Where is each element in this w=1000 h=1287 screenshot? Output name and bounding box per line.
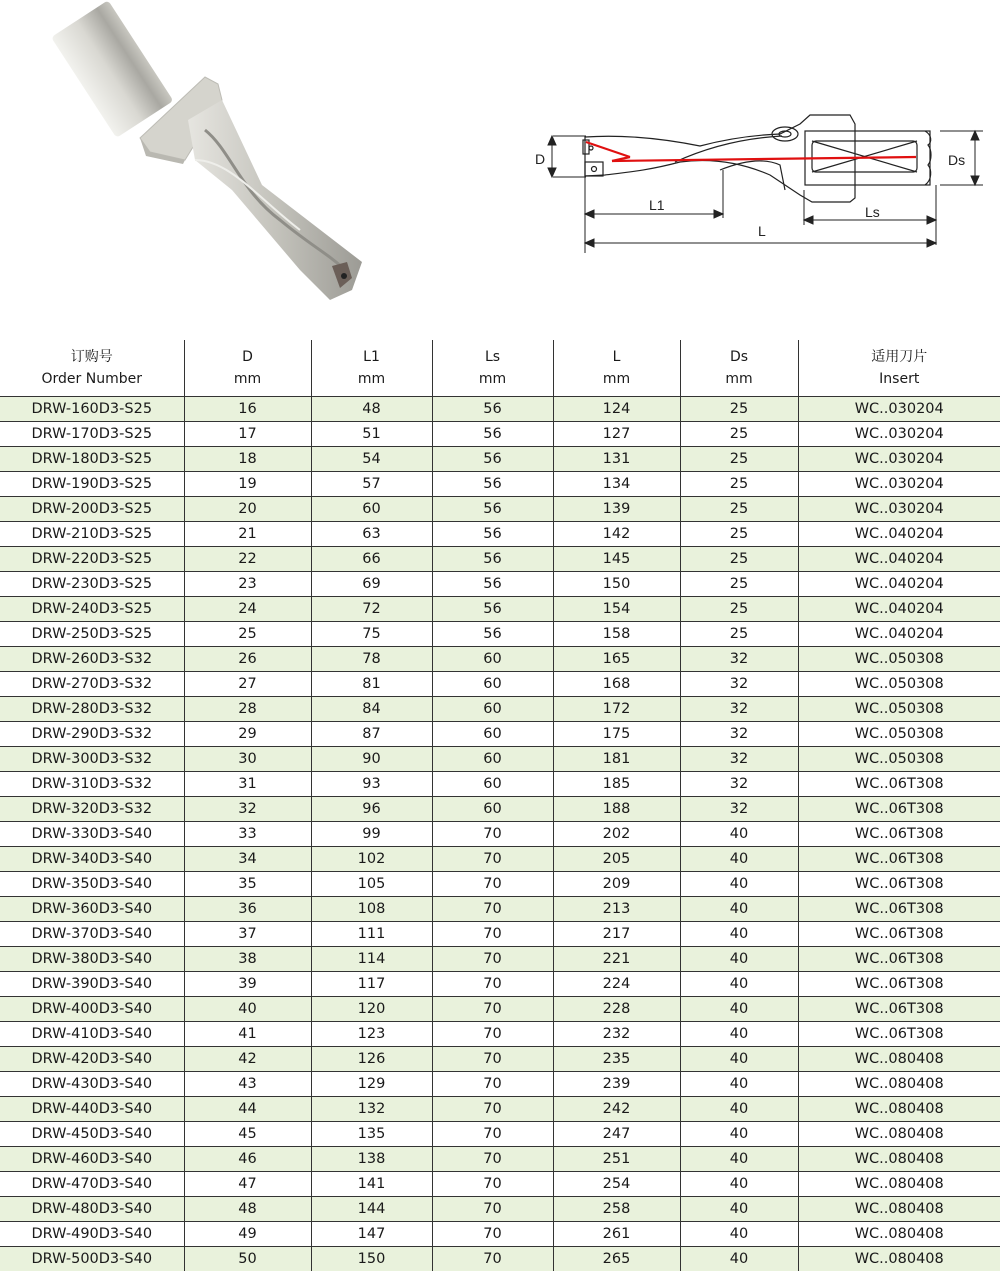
cell-ls: 60 — [432, 722, 553, 747]
cell-order-number: DRW-250D3-S25 — [0, 622, 184, 647]
cell-ds: 25 — [680, 622, 798, 647]
table-row — [0, 722, 1000, 747]
cell-l1: 54 — [311, 447, 432, 472]
cell-d: 50 — [184, 1247, 311, 1272]
cell-l: 172 — [553, 697, 680, 722]
cell-l: 185 — [553, 772, 680, 797]
cell-ds: 25 — [680, 447, 798, 472]
table-row — [0, 547, 1000, 572]
cell-ls: 70 — [432, 1072, 553, 1097]
cell-insert: WC..050308 — [798, 672, 1000, 697]
cell-ds: 40 — [680, 1047, 798, 1072]
cell-insert: WC..06T308 — [798, 772, 1000, 797]
cell-d: 23 — [184, 572, 311, 597]
cell-ls: 60 — [432, 747, 553, 772]
cell-order-number: DRW-380D3-S40 — [0, 947, 184, 972]
cell-ds: 25 — [680, 422, 798, 447]
cell-insert: WC..06T308 — [798, 897, 1000, 922]
cell-l1: 102 — [311, 847, 432, 872]
cell-l: 154 — [553, 597, 680, 622]
cell-insert: WC..050308 — [798, 697, 1000, 722]
cell-insert: WC..030204 — [798, 472, 1000, 497]
cell-ds: 25 — [680, 522, 798, 547]
cell-order-number: DRW-500D3-S40 — [0, 1247, 184, 1272]
cell-l: 131 — [553, 447, 680, 472]
header-ds: Ds mm — [680, 340, 798, 397]
cell-l: 124 — [553, 397, 680, 422]
cell-ls: 70 — [432, 1047, 553, 1072]
cell-order-number: DRW-490D3-S40 — [0, 1222, 184, 1247]
cell-l: 242 — [553, 1097, 680, 1122]
table-row — [0, 397, 1000, 422]
cell-l: 150 — [553, 572, 680, 597]
cell-d: 46 — [184, 1147, 311, 1172]
cell-ds: 40 — [680, 997, 798, 1022]
header-l: L mm — [553, 340, 680, 397]
cell-insert: WC..06T308 — [798, 972, 1000, 997]
cell-l: 213 — [553, 897, 680, 922]
cell-l1: 144 — [311, 1197, 432, 1222]
cell-insert: WC..030204 — [798, 422, 1000, 447]
cell-ds: 40 — [680, 872, 798, 897]
cell-insert: WC..040204 — [798, 547, 1000, 572]
cell-d: 34 — [184, 847, 311, 872]
cell-ls: 60 — [432, 772, 553, 797]
cell-insert: WC..06T308 — [798, 797, 1000, 822]
cell-insert: WC..030204 — [798, 497, 1000, 522]
table-row — [0, 697, 1000, 722]
cell-insert: WC..080408 — [798, 1072, 1000, 1097]
table-row — [0, 422, 1000, 447]
cell-insert: WC..040204 — [798, 597, 1000, 622]
cell-order-number: DRW-400D3-S40 — [0, 997, 184, 1022]
cell-l: 202 — [553, 822, 680, 847]
cell-order-number: DRW-210D3-S25 — [0, 522, 184, 547]
cell-insert: WC..040204 — [798, 572, 1000, 597]
cell-order-number: DRW-170D3-S25 — [0, 422, 184, 447]
table-row — [0, 922, 1000, 947]
table-row — [0, 1047, 1000, 1072]
cell-l1: 114 — [311, 947, 432, 972]
cell-l1: 93 — [311, 772, 432, 797]
cell-d: 21 — [184, 522, 311, 547]
cell-order-number: DRW-280D3-S32 — [0, 697, 184, 722]
cell-order-number: DRW-390D3-S40 — [0, 972, 184, 997]
cell-insert: WC..06T308 — [798, 922, 1000, 947]
cell-l: 134 — [553, 472, 680, 497]
cell-ds: 40 — [680, 847, 798, 872]
table-header-row — [0, 340, 1000, 397]
cell-l: 261 — [553, 1222, 680, 1247]
cell-d: 45 — [184, 1122, 311, 1147]
cell-l: 224 — [553, 972, 680, 997]
cell-d: 30 — [184, 747, 311, 772]
cell-d: 42 — [184, 1047, 311, 1072]
cell-d: 27 — [184, 672, 311, 697]
cell-ds: 25 — [680, 397, 798, 422]
table-row — [0, 797, 1000, 822]
cell-ls: 56 — [432, 572, 553, 597]
dimension-label-ds: Ds — [948, 152, 966, 168]
cell-insert: WC..080408 — [798, 1197, 1000, 1222]
cell-ds: 25 — [680, 547, 798, 572]
cell-order-number: DRW-420D3-S40 — [0, 1047, 184, 1072]
cell-d: 40 — [184, 997, 311, 1022]
cell-ls: 60 — [432, 797, 553, 822]
cell-order-number: DRW-270D3-S32 — [0, 672, 184, 697]
cell-insert: WC..080408 — [798, 1122, 1000, 1147]
cell-insert: WC..080408 — [798, 1047, 1000, 1072]
cell-order-number: DRW-240D3-S25 — [0, 597, 184, 622]
cell-ls: 56 — [432, 622, 553, 647]
cell-insert: WC..080408 — [798, 1172, 1000, 1197]
cell-ls: 70 — [432, 1122, 553, 1147]
cell-l: 217 — [553, 922, 680, 947]
cell-ls: 56 — [432, 397, 553, 422]
cell-l1: 90 — [311, 747, 432, 772]
cell-order-number: DRW-450D3-S40 — [0, 1122, 184, 1147]
cell-insert: WC..050308 — [798, 722, 1000, 747]
cell-l1: 48 — [311, 397, 432, 422]
cell-l1: 57 — [311, 472, 432, 497]
cell-l1: 51 — [311, 422, 432, 447]
cell-l1: 138 — [311, 1147, 432, 1172]
cell-order-number: DRW-440D3-S40 — [0, 1097, 184, 1122]
cell-d: 44 — [184, 1097, 311, 1122]
cell-insert: WC..040204 — [798, 522, 1000, 547]
cell-l: 142 — [553, 522, 680, 547]
cell-order-number: DRW-480D3-S40 — [0, 1197, 184, 1222]
cell-l1: 87 — [311, 722, 432, 747]
table-row — [0, 972, 1000, 997]
cell-ls: 70 — [432, 1222, 553, 1247]
cell-l1: 63 — [311, 522, 432, 547]
cell-order-number: DRW-330D3-S40 — [0, 822, 184, 847]
cell-ds: 40 — [680, 822, 798, 847]
cell-insert: WC..080408 — [798, 1147, 1000, 1172]
cell-ds: 40 — [680, 897, 798, 922]
cell-ls: 70 — [432, 822, 553, 847]
cell-insert: WC..06T308 — [798, 947, 1000, 972]
cell-d: 41 — [184, 1022, 311, 1047]
cell-d: 47 — [184, 1172, 311, 1197]
cell-ls: 56 — [432, 497, 553, 522]
cell-ls: 60 — [432, 672, 553, 697]
cell-l1: 69 — [311, 572, 432, 597]
cell-order-number: DRW-290D3-S32 — [0, 722, 184, 747]
cell-l1: 129 — [311, 1072, 432, 1097]
table-row — [0, 1247, 1000, 1272]
cell-l1: 60 — [311, 497, 432, 522]
cell-ls: 60 — [432, 647, 553, 672]
header-insert: 适用刀片 Insert — [798, 340, 1000, 397]
cell-l1: 96 — [311, 797, 432, 822]
table-row — [0, 897, 1000, 922]
cell-order-number: DRW-220D3-S25 — [0, 547, 184, 572]
cell-l: 181 — [553, 747, 680, 772]
dimension-label-l1: L1 — [649, 197, 665, 213]
cell-ds: 40 — [680, 1247, 798, 1272]
cell-order-number: DRW-470D3-S40 — [0, 1172, 184, 1197]
cell-l: 127 — [553, 422, 680, 447]
header-ls: Ls mm — [432, 340, 553, 397]
cell-d: 16 — [184, 397, 311, 422]
cell-insert: WC..06T308 — [798, 1022, 1000, 1047]
cell-ls: 70 — [432, 972, 553, 997]
dimension-label-l: L — [758, 223, 766, 239]
table-row — [0, 947, 1000, 972]
cell-l: 145 — [553, 547, 680, 572]
cell-l: 239 — [553, 1072, 680, 1097]
table-row — [0, 872, 1000, 897]
cell-ls: 70 — [432, 1097, 553, 1122]
cell-d: 43 — [184, 1072, 311, 1097]
cell-ds: 25 — [680, 472, 798, 497]
cell-l1: 81 — [311, 672, 432, 697]
table-row — [0, 522, 1000, 547]
cell-l: 228 — [553, 997, 680, 1022]
cell-ds: 25 — [680, 597, 798, 622]
cell-order-number: DRW-160D3-S25 — [0, 397, 184, 422]
cell-ds: 32 — [680, 697, 798, 722]
cell-order-number: DRW-460D3-S40 — [0, 1147, 184, 1172]
cell-ls: 70 — [432, 1147, 553, 1172]
table-row — [0, 822, 1000, 847]
cell-d: 38 — [184, 947, 311, 972]
cell-order-number: DRW-300D3-S32 — [0, 747, 184, 772]
cell-order-number: DRW-320D3-S32 — [0, 797, 184, 822]
cell-ls: 56 — [432, 547, 553, 572]
cell-l: 251 — [553, 1147, 680, 1172]
cell-l1: 75 — [311, 622, 432, 647]
cell-d: 33 — [184, 822, 311, 847]
cell-insert: WC..06T308 — [798, 822, 1000, 847]
cell-l1: 99 — [311, 822, 432, 847]
cell-l1: 78 — [311, 647, 432, 672]
cell-ls: 70 — [432, 922, 553, 947]
cell-order-number: DRW-430D3-S40 — [0, 1072, 184, 1097]
cell-l1: 132 — [311, 1097, 432, 1122]
cell-ds: 40 — [680, 1122, 798, 1147]
cell-ds: 32 — [680, 722, 798, 747]
cell-ds: 40 — [680, 947, 798, 972]
cell-ls: 70 — [432, 1197, 553, 1222]
cell-ls: 70 — [432, 947, 553, 972]
cell-l1: 135 — [311, 1122, 432, 1147]
cell-d: 20 — [184, 497, 311, 522]
table-row — [0, 1097, 1000, 1122]
cell-d: 28 — [184, 697, 311, 722]
cell-l: 258 — [553, 1197, 680, 1222]
cell-ls: 56 — [432, 472, 553, 497]
cell-ds: 40 — [680, 1022, 798, 1047]
cell-ds: 40 — [680, 1222, 798, 1247]
table-row — [0, 1147, 1000, 1172]
cell-ls: 70 — [432, 1022, 553, 1047]
cell-ds: 40 — [680, 1072, 798, 1097]
cell-order-number: DRW-180D3-S25 — [0, 447, 184, 472]
drill-specification-table — [0, 340, 1000, 1271]
cell-ds: 25 — [680, 497, 798, 522]
cell-d: 22 — [184, 547, 311, 572]
cell-d: 49 — [184, 1222, 311, 1247]
cell-order-number: DRW-360D3-S40 — [0, 897, 184, 922]
cell-ds: 32 — [680, 647, 798, 672]
cell-ds: 40 — [680, 1097, 798, 1122]
cell-l1: 84 — [311, 697, 432, 722]
cell-d: 37 — [184, 922, 311, 947]
cell-insert: WC..030204 — [798, 397, 1000, 422]
cell-order-number: DRW-260D3-S32 — [0, 647, 184, 672]
cell-l1: 108 — [311, 897, 432, 922]
cell-insert: WC..080408 — [798, 1247, 1000, 1272]
cell-l1: 141 — [311, 1172, 432, 1197]
cell-insert: WC..06T308 — [798, 997, 1000, 1022]
cell-order-number: DRW-410D3-S40 — [0, 1022, 184, 1047]
cell-l: 232 — [553, 1022, 680, 1047]
table-row — [0, 772, 1000, 797]
dimension-label-ls: Ls — [865, 204, 880, 220]
cell-ds: 32 — [680, 747, 798, 772]
cell-insert: WC..080408 — [798, 1097, 1000, 1122]
cell-l1: 111 — [311, 922, 432, 947]
cell-ls: 70 — [432, 897, 553, 922]
cell-order-number: DRW-340D3-S40 — [0, 847, 184, 872]
cell-d: 26 — [184, 647, 311, 672]
cell-ls: 56 — [432, 597, 553, 622]
drill-dimension-diagram — [520, 90, 1000, 270]
cell-l: 221 — [553, 947, 680, 972]
dimension-label-d: D — [535, 151, 546, 167]
cell-l: 188 — [553, 797, 680, 822]
cell-ds: 32 — [680, 672, 798, 697]
cell-order-number: DRW-350D3-S40 — [0, 872, 184, 897]
table-row — [0, 447, 1000, 472]
cell-d: 24 — [184, 597, 311, 622]
table-row — [0, 672, 1000, 697]
cell-ds: 40 — [680, 1197, 798, 1222]
cell-ls: 60 — [432, 697, 553, 722]
cell-l1: 117 — [311, 972, 432, 997]
cell-insert: WC..050308 — [798, 747, 1000, 772]
table-row — [0, 472, 1000, 497]
table-row — [0, 597, 1000, 622]
cell-ls: 56 — [432, 447, 553, 472]
cell-l: 168 — [553, 672, 680, 697]
table-row — [0, 997, 1000, 1022]
table-row — [0, 1022, 1000, 1047]
cell-ds: 32 — [680, 797, 798, 822]
header-order-number: 订购号 Order Number — [0, 340, 184, 397]
cell-l1: 126 — [311, 1047, 432, 1072]
cell-ls: 70 — [432, 872, 553, 897]
cell-order-number: DRW-190D3-S25 — [0, 472, 184, 497]
cell-l1: 120 — [311, 997, 432, 1022]
cell-ds: 40 — [680, 1147, 798, 1172]
cell-ls: 56 — [432, 422, 553, 447]
table-row — [0, 572, 1000, 597]
cell-ds: 32 — [680, 772, 798, 797]
cell-d: 32 — [184, 797, 311, 822]
cell-l1: 105 — [311, 872, 432, 897]
cell-l: 139 — [553, 497, 680, 522]
cell-l: 158 — [553, 622, 680, 647]
cell-d: 18 — [184, 447, 311, 472]
cell-d: 36 — [184, 897, 311, 922]
table-row — [0, 1172, 1000, 1197]
cell-l: 175 — [553, 722, 680, 747]
cell-l: 235 — [553, 1047, 680, 1072]
cell-d: 29 — [184, 722, 311, 747]
cell-d: 17 — [184, 422, 311, 447]
cell-ds: 25 — [680, 572, 798, 597]
table-row — [0, 1197, 1000, 1222]
cell-l: 247 — [553, 1122, 680, 1147]
cell-ds: 40 — [680, 972, 798, 997]
cell-l1: 123 — [311, 1022, 432, 1047]
cell-insert: WC..030204 — [798, 447, 1000, 472]
cell-d: 48 — [184, 1197, 311, 1222]
table-row — [0, 1072, 1000, 1097]
cell-d: 31 — [184, 772, 311, 797]
cell-l: 265 — [553, 1247, 680, 1272]
cell-ls: 70 — [432, 1172, 553, 1197]
table-row — [0, 747, 1000, 772]
cell-insert: WC..050308 — [798, 647, 1000, 672]
cell-d: 19 — [184, 472, 311, 497]
cell-order-number: DRW-200D3-S25 — [0, 497, 184, 522]
cell-l: 254 — [553, 1172, 680, 1197]
cell-l1: 147 — [311, 1222, 432, 1247]
cell-order-number: DRW-310D3-S32 — [0, 772, 184, 797]
cell-order-number: DRW-370D3-S40 — [0, 922, 184, 947]
cell-ds: 40 — [680, 922, 798, 947]
cell-ds: 40 — [680, 1172, 798, 1197]
table-body — [0, 397, 1000, 1272]
cell-order-number: DRW-230D3-S25 — [0, 572, 184, 597]
header-d: D mm — [184, 340, 311, 397]
table-row — [0, 847, 1000, 872]
cell-l1: 150 — [311, 1247, 432, 1272]
table-row — [0, 622, 1000, 647]
cell-d: 25 — [184, 622, 311, 647]
cell-insert: WC..06T308 — [798, 847, 1000, 872]
table-row — [0, 1222, 1000, 1247]
cell-ls: 70 — [432, 1247, 553, 1272]
table-row — [0, 1122, 1000, 1147]
cell-insert: WC..06T308 — [798, 872, 1000, 897]
cell-ls: 70 — [432, 997, 553, 1022]
table-row — [0, 647, 1000, 672]
header-l1: L1 mm — [311, 340, 432, 397]
cell-l: 205 — [553, 847, 680, 872]
cell-d: 35 — [184, 872, 311, 897]
cell-l: 165 — [553, 647, 680, 672]
cell-ls: 56 — [432, 522, 553, 547]
table-row — [0, 497, 1000, 522]
drill-product-photo — [0, 0, 450, 320]
cell-l1: 72 — [311, 597, 432, 622]
cell-d: 39 — [184, 972, 311, 997]
cell-insert: WC..080408 — [798, 1222, 1000, 1247]
cell-l: 209 — [553, 872, 680, 897]
cell-insert: WC..040204 — [798, 622, 1000, 647]
cell-ls: 70 — [432, 847, 553, 872]
cell-l1: 66 — [311, 547, 432, 572]
